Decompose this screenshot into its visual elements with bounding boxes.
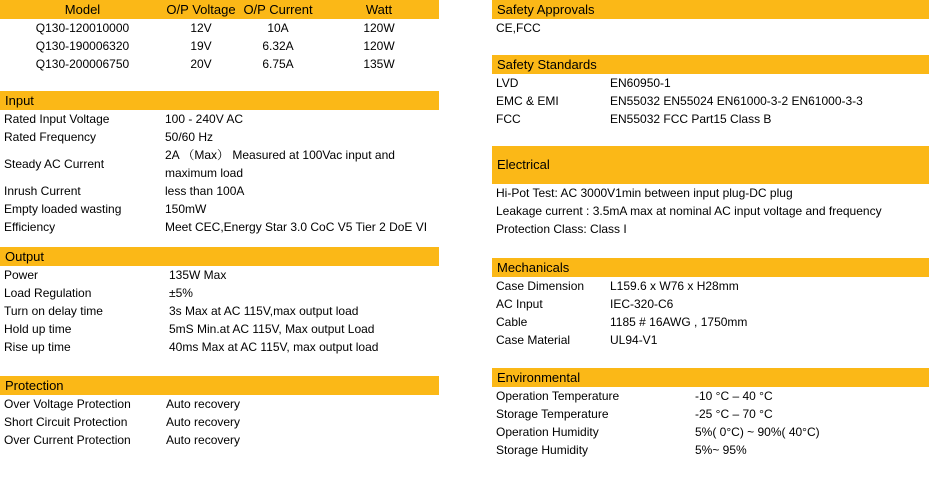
spec-label: Rated Input Voltage xyxy=(4,112,110,126)
spec-value: less than 100A xyxy=(165,184,245,198)
spec-value: 1185 # 16AWG , 1750mm xyxy=(610,315,748,329)
spec-value: 135W Max xyxy=(169,268,227,282)
spec-value: 5%( 0°C) ~ 90%( 40°C) xyxy=(695,425,820,439)
spec-value: Auto recovery xyxy=(166,397,241,411)
header-current: O/P Current xyxy=(243,2,313,17)
electrical-line: Protection Class: Class I xyxy=(496,222,627,236)
model-cell: Q130-190006320 xyxy=(35,39,130,53)
spec-value: EN60950-1 xyxy=(610,76,671,90)
spec-value: EN55032 EN55024 EN61000-3-2 EN61000-3-3 xyxy=(610,94,863,108)
voltage-cell: 12V xyxy=(190,21,212,35)
spec-value: -10 °C – 40 °C xyxy=(695,389,773,403)
spec-value: EN55032 FCC Part15 Class B xyxy=(610,112,772,126)
model-cell: Q130-120010000 xyxy=(35,21,130,35)
model-cell: Q130-200006750 xyxy=(35,57,130,71)
spec-label: Power xyxy=(4,268,39,282)
spec-label: Over Current Protection xyxy=(4,433,131,447)
spec-label: Storage Humidity xyxy=(496,443,589,457)
spec-label: AC Input xyxy=(496,297,543,311)
spec-label: Cable xyxy=(496,315,528,329)
spec-value: 100 - 240V AC xyxy=(165,112,244,126)
environmental-section-header: Environmental xyxy=(492,368,929,387)
spec-value: 5%~ 95% xyxy=(695,443,747,457)
spec-label: Short Circuit Protection xyxy=(4,415,128,429)
electrical-line: Leakage current : 3.5mA max at nominal AC input voltage and frequency xyxy=(496,204,882,218)
spec-value: Auto recovery xyxy=(166,433,241,447)
spec-value: -25 °C – 70 °C xyxy=(695,407,773,421)
current-cell: 6.32A xyxy=(262,39,294,53)
spec-label: Operation Temperature xyxy=(496,389,620,403)
spec-label: Inrush Current xyxy=(4,184,81,198)
model-table-header xyxy=(0,0,439,19)
current-cell: 10A xyxy=(267,21,289,35)
voltage-cell: 20V xyxy=(190,57,212,71)
table-row xyxy=(0,55,439,73)
header-voltage: O/P Voltage xyxy=(166,2,236,17)
spec-value: L159.6 x W76 x H28mm xyxy=(610,279,739,293)
spec-label: Turn on delay time xyxy=(4,304,103,318)
spec-label: Case Dimension xyxy=(496,279,585,293)
spec-label: Load Regulation xyxy=(4,286,92,300)
spec-label: Rise up time xyxy=(4,340,71,354)
spec-label: Over Voltage Protection xyxy=(4,397,131,411)
current-cell: 6.75A xyxy=(262,57,294,71)
safety-approvals-value: CE,FCC xyxy=(496,21,541,35)
right-column xyxy=(492,0,929,459)
left-column xyxy=(0,0,439,449)
spec-value: 5mS Min.at AC 115V, Max output Load xyxy=(169,322,375,336)
voltage-cell: 19V xyxy=(190,39,212,53)
spec-value: 3s Max at AC 115V,max output load xyxy=(169,304,359,318)
spec-label: LVD xyxy=(496,76,519,90)
spec-value: 40ms Max at AC 115V, max output load xyxy=(169,340,379,354)
watt-cell: 120W xyxy=(363,21,395,35)
spec-value: Auto recovery xyxy=(166,415,241,429)
safety-approvals-header: Safety Approvals xyxy=(492,0,929,19)
safety-standards-header: Safety Standards xyxy=(492,55,929,74)
spec-label: Case Material xyxy=(496,333,571,347)
spec-label: Storage Temperature xyxy=(496,407,609,421)
header-model: Model xyxy=(64,2,101,17)
spec-value: 50/60 Hz xyxy=(165,130,214,144)
electrical-line: Hi-Pot Test: AC 3000V1min between input plug-DC plug xyxy=(496,186,793,200)
spec-value: IEC-320-C6 xyxy=(610,297,674,311)
header-watt: Watt xyxy=(365,2,393,17)
spec-label: Rated Frequency xyxy=(4,130,97,144)
spec-label: FCC xyxy=(496,112,521,126)
spec-label: EMC & EMI xyxy=(496,94,559,108)
spec-label: Operation Humidity xyxy=(496,425,599,439)
table-row xyxy=(0,37,439,55)
spec-value: 2A （Max） Measured at 100Vac input and maximum load xyxy=(165,148,395,180)
protection-section-header: Protection xyxy=(0,376,439,395)
spec-label: Efficiency xyxy=(4,220,56,234)
spec-value: Meet CEC,Energy Star 3.0 CoC V5 Tier 2 DoE VI xyxy=(165,220,428,234)
spec-label: Steady AC Current xyxy=(4,157,105,171)
table-row xyxy=(0,19,439,37)
watt-cell: 120W xyxy=(363,39,395,53)
mechanicals-section-header: Mechanicals xyxy=(492,258,929,277)
output-section-header: Output xyxy=(0,247,439,266)
spec-label: Hold up time xyxy=(4,322,72,336)
spec-label: Empty loaded wasting xyxy=(4,202,122,216)
watt-cell: 135W xyxy=(363,57,395,71)
electrical-section-header: Electrical xyxy=(492,146,929,184)
spec-value: 150mW xyxy=(165,202,207,216)
spec-value: UL94-V1 xyxy=(610,333,658,347)
input-section-header: Input xyxy=(0,91,439,110)
spec-value: ±5% xyxy=(169,286,193,300)
